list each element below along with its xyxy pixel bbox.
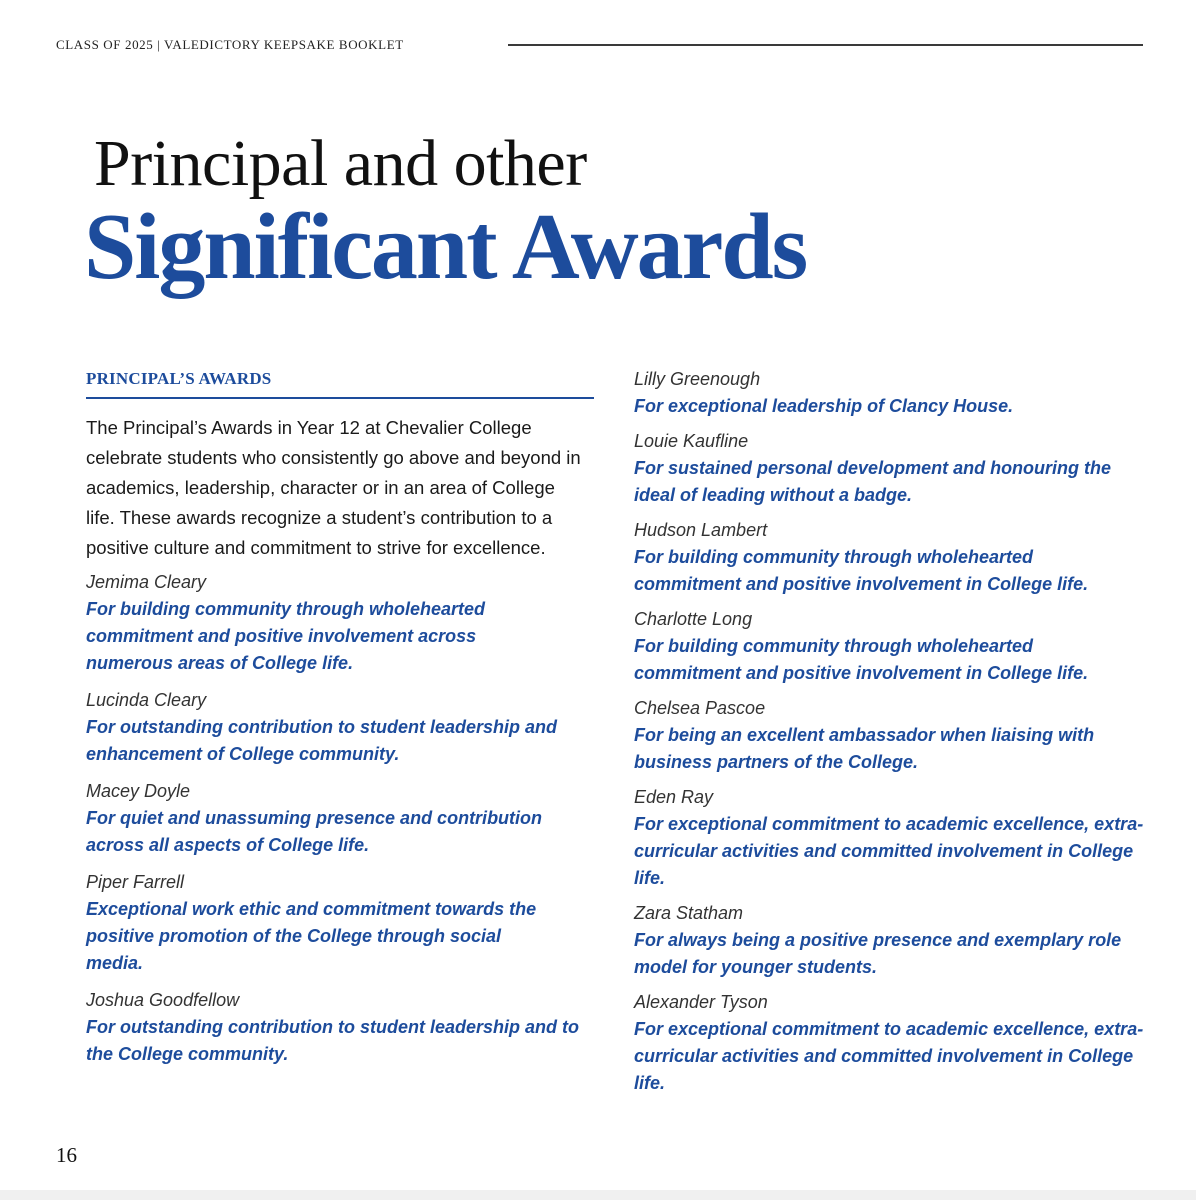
recipient-name: Jemima Cleary — [86, 572, 207, 592]
left-column — [86, 367, 598, 1068]
award-citation: For outstanding contribution to student leadership and enhancement of College community. — [86, 717, 557, 764]
running-header: CLASS OF 2025 | VALEDICTORY KEEPSAKE BOOKLET — [56, 37, 404, 52]
recipient-name: Chelsea Pascoe — [634, 698, 766, 718]
award-citation: For building community through wholehearted commitment and positive involvement in College life. — [634, 547, 1089, 594]
award-entry — [86, 987, 598, 1068]
intro-paragraph: The Principal’s Awards in Year 12 at Chevalier College celebrate students who consistently go above and beyond in academics, leadership, character or in an area of College life. These awards recognize a student’s contribution to a positive culture and commitment to strive for excellence. — [86, 417, 581, 558]
recipient-name: Louie Kaufline — [634, 431, 749, 451]
recipient-name: Macey Doyle — [86, 781, 191, 801]
award-citation: For exceptional leadership of Clancy House. — [634, 396, 1014, 416]
award-citation: For exceptional commitment to academic excellence, extra-curricular activities and committed involvement in College life. — [634, 1019, 1144, 1093]
recipient-name: Eden Ray — [634, 787, 714, 807]
award-entry — [634, 428, 1154, 509]
recipient-name: Lucinda Cleary — [86, 690, 207, 710]
award-entry — [634, 989, 1154, 1097]
recipient-name: Piper Farrell — [86, 872, 185, 892]
award-citation: For building community through wholehearted commitment and positive involvement across numerous areas of College life. — [86, 599, 485, 673]
recipient-name: Alexander Tyson — [634, 992, 768, 1012]
award-entry — [634, 366, 1154, 420]
section-heading: PRINCIPAL’S AWARDS — [86, 367, 594, 399]
award-citation: For quiet and unassuming presence and contribution across all aspects of College life. — [86, 808, 543, 855]
award-citation: For sustained personal development and honouring the ideal of leading without a badge. — [634, 458, 1112, 505]
award-entry — [86, 869, 598, 977]
recipient-name: Charlotte Long — [634, 609, 753, 629]
award-citation: For exceptional commitment to academic excellence, extra-curricular activities and committed involvement in College life. — [634, 814, 1144, 888]
award-citation: Exceptional work ethic and commitment towards the positive promotion of the College through social media. — [86, 899, 537, 973]
recipient-name: Joshua Goodfellow — [86, 990, 240, 1010]
award-entry — [634, 900, 1154, 981]
bottom-strip — [0, 1190, 1196, 1200]
award-entry — [86, 687, 598, 768]
award-citation: For building community through wholehearted commitment and positive involvement in College life. — [634, 636, 1089, 683]
award-citation: For always being a positive presence and exemplary role model for younger students. — [634, 930, 1122, 977]
page-number: 16 — [56, 1143, 77, 1167]
recipient-name: Hudson Lambert — [634, 520, 768, 540]
award-entry — [634, 784, 1154, 892]
page-title-line1: Principal and other — [94, 127, 587, 200]
header-rule — [508, 44, 1143, 46]
award-entry — [86, 778, 598, 859]
page-title-line2: Significant Awards — [84, 195, 807, 299]
award-entry — [634, 695, 1154, 776]
recipient-name: Zara Statham — [634, 903, 744, 923]
award-citation: For being an excellent ambassador when liaising with business partners of the College. — [634, 725, 1095, 772]
recipient-name: Lilly Greenough — [634, 369, 761, 389]
right-column — [634, 366, 1154, 1097]
award-entry — [634, 606, 1154, 687]
award-citation: For outstanding contribution to student leadership and to the College community. — [86, 1017, 579, 1064]
award-entry — [634, 517, 1154, 598]
award-entry — [86, 569, 598, 677]
